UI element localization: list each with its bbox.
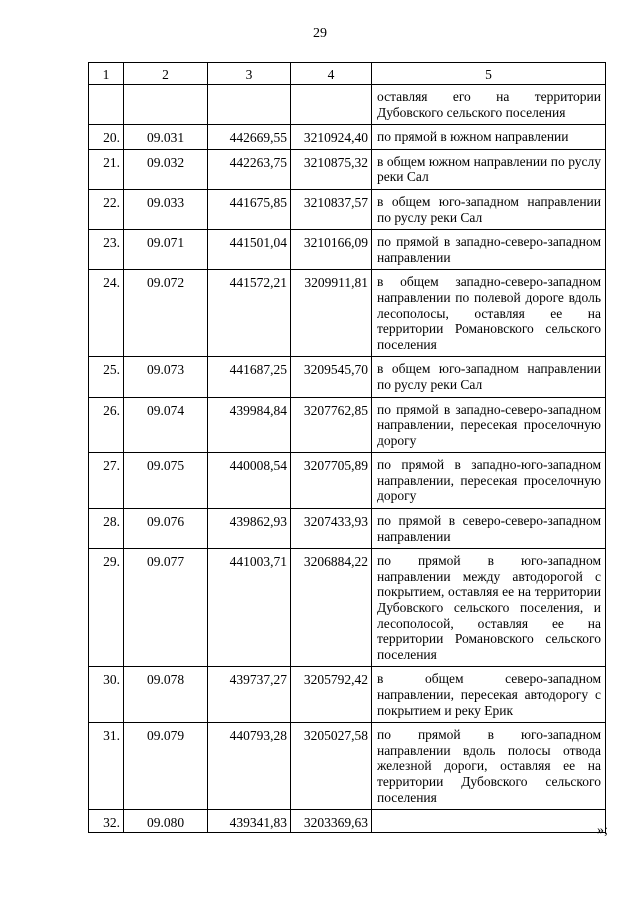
cell-x: 441572,21 — [208, 270, 291, 357]
cell-y: 3205792,42 — [291, 667, 372, 723]
cell-description: по прямой в юго-западном направлении между автодорогой с покрытием, оставляя ее на территории Дубовского сельского поселения, и лесополосой, оставляя ее на территории Романовского сельского поселения — [372, 549, 606, 667]
cell-x: 440793,28 — [208, 723, 291, 810]
cell-y: 3210924,40 — [291, 125, 372, 150]
cell-y: 3203369,63 — [291, 810, 372, 833]
cell-y: 3206884,22 — [291, 549, 372, 667]
table-row — [89, 189, 606, 229]
cell-num: 28. — [89, 509, 124, 549]
cell-code: 09.031 — [124, 125, 208, 150]
cell-y: 3207762,85 — [291, 397, 372, 453]
table-row — [89, 667, 606, 723]
cell-description: оставляя его на территории Дубовского сельского поселения — [372, 85, 606, 125]
header-col-1: 1 — [89, 63, 124, 85]
cell-code: 09.033 — [124, 189, 208, 229]
cell-description: в общем северо-западном направлении, пересекая автодорогу с покрытием и реку Ерик — [372, 667, 606, 723]
table-row — [89, 270, 606, 357]
cell-description: в общем западно-северо-западном направлении по полевой дороге вдоль лесополосы, оставляя ее на территории Романовского сельского поселения — [372, 270, 606, 357]
cell-x: 441687,25 — [208, 357, 291, 397]
closing-mark: »; — [597, 823, 608, 838]
cell-num: 30. — [89, 667, 124, 723]
table-row — [89, 723, 606, 810]
table-row — [89, 810, 606, 833]
cell-y: 3209545,70 — [291, 357, 372, 397]
table-row — [89, 509, 606, 549]
cell-code: 09.071 — [124, 230, 208, 270]
cell-code: 09.074 — [124, 397, 208, 453]
table-row — [89, 397, 606, 453]
table-row-continuation — [89, 85, 606, 125]
cell-description: в общем юго-западном направлении по руслу реки Сал — [372, 189, 606, 229]
cell-code: 09.080 — [124, 810, 208, 833]
header-col-2: 2 — [124, 63, 208, 85]
cell-x: 441501,04 — [208, 230, 291, 270]
cell-description: по прямой в юго-западном направлении вдоль полосы отвода железной дороги, оставляя ее на территории Дубовского сельского поселения — [372, 723, 606, 810]
cell-x: 441003,71 — [208, 549, 291, 667]
header-col-4: 4 — [291, 63, 372, 85]
cell-y: 3210837,57 — [291, 189, 372, 229]
boundary-points-table — [88, 62, 606, 833]
cell-num: 23. — [89, 230, 124, 270]
cell-y: 3207705,89 — [291, 453, 372, 509]
header-col-5: 5 — [372, 63, 606, 85]
cell-description: в общем юго-западном направлении по руслу реки Сал — [372, 357, 606, 397]
cell-num: 22. — [89, 189, 124, 229]
cell-num — [89, 85, 124, 125]
cell-num: 25. — [89, 357, 124, 397]
cell-num: 32. — [89, 810, 124, 833]
cell-num: 24. — [89, 270, 124, 357]
cell-x — [208, 85, 291, 125]
cell-x: 439737,27 — [208, 667, 291, 723]
cell-y: 3210166,09 — [291, 230, 372, 270]
cell-x: 441675,85 — [208, 189, 291, 229]
cell-description — [372, 810, 606, 833]
cell-description: по прямой в западно-юго-западном направлении, пересекая проселочную дорогу — [372, 453, 606, 509]
table-header-row — [89, 63, 606, 85]
table-row — [89, 149, 606, 189]
cell-code: 09.079 — [124, 723, 208, 810]
cell-code: 09.075 — [124, 453, 208, 509]
cell-code: 09.076 — [124, 509, 208, 549]
page-number: 29 — [313, 26, 327, 41]
cell-y — [291, 85, 372, 125]
cell-description: по прямой в западно-северо-западном направлении — [372, 230, 606, 270]
cell-num: 21. — [89, 149, 124, 189]
cell-code — [124, 85, 208, 125]
cell-x: 442669,55 — [208, 125, 291, 150]
cell-y: 3210875,32 — [291, 149, 372, 189]
cell-description: в общем южном направлении по руслу реки Сал — [372, 149, 606, 189]
cell-x: 442263,75 — [208, 149, 291, 189]
cell-num: 20. — [89, 125, 124, 150]
header-col-3: 3 — [208, 63, 291, 85]
table-row — [89, 357, 606, 397]
cell-code: 09.032 — [124, 149, 208, 189]
cell-code: 09.077 — [124, 549, 208, 667]
cell-x: 439984,84 — [208, 397, 291, 453]
cell-num: 27. — [89, 453, 124, 509]
cell-description: по прямой в южном направлении — [372, 125, 606, 150]
cell-description: по прямой в северо-северо-западном направлении — [372, 509, 606, 549]
table-row — [89, 125, 606, 150]
cell-code: 09.078 — [124, 667, 208, 723]
cell-description: по прямой в западно-северо-западном направлении, пересекая проселочную дорогу — [372, 397, 606, 453]
table-row — [89, 230, 606, 270]
cell-x: 439341,83 — [208, 810, 291, 833]
table-row — [89, 549, 606, 667]
cell-y: 3205027,58 — [291, 723, 372, 810]
cell-num: 26. — [89, 397, 124, 453]
cell-x: 439862,93 — [208, 509, 291, 549]
cell-num: 29. — [89, 549, 124, 667]
cell-y: 3207433,93 — [291, 509, 372, 549]
cell-code: 09.072 — [124, 270, 208, 357]
cell-x: 440008,54 — [208, 453, 291, 509]
cell-y: 3209911,81 — [291, 270, 372, 357]
cell-num: 31. — [89, 723, 124, 810]
table-row — [89, 453, 606, 509]
cell-code: 09.073 — [124, 357, 208, 397]
